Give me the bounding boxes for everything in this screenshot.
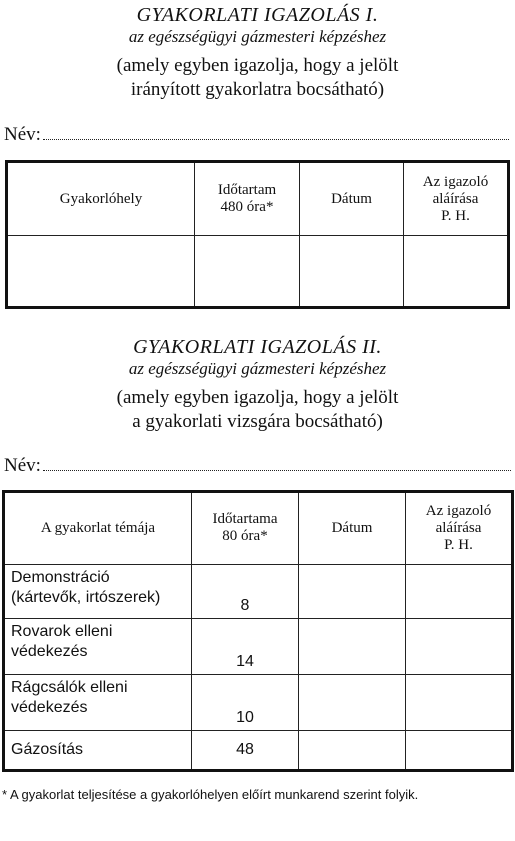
row-hours: 10	[192, 674, 299, 730]
section-2-subtitle: az egészségügyi gázmesteri képzéshez	[128, 359, 387, 378]
section-1-note-line-1: (amely egyben igazolja, hogy a jelölt	[116, 55, 399, 76]
row-date-cell[interactable]	[299, 730, 406, 770]
entry-signature-cell[interactable]	[404, 236, 509, 308]
row-signature-cell[interactable]	[406, 674, 513, 730]
row-hours: 8	[192, 564, 299, 619]
section-2-name-field[interactable]	[4, 455, 511, 477]
table-row[interactable]	[4, 564, 513, 619]
header-date: Dátum	[300, 162, 404, 236]
row-topic: Rovarok elleni védekezés	[4, 619, 192, 675]
header-duration: Időtartam 480 óra*	[195, 162, 300, 236]
row-hours: 48	[192, 730, 299, 770]
section-2-note-line-2: a gyakorlati vizsgára bocsátható)	[132, 411, 383, 432]
section-1-table	[5, 160, 510, 309]
header-signature: Az igazoló aláírása P. H.	[406, 492, 513, 565]
section-1-subtitle: az egészségügyi gázmesteri képzéshez	[128, 27, 387, 46]
section-2-title: GYAKORLATI IGAZOLÁS II.	[133, 336, 382, 358]
section-1-note-line-2: irányított gyakorlatra bocsátható)	[130, 79, 385, 100]
row-date-cell[interactable]	[299, 564, 406, 619]
header-place: Gyakorlóhely	[7, 162, 195, 236]
header-duration: Időtartama 80 óra*	[192, 492, 299, 565]
section-2-note-line-1: (amely egyben igazolja, hogy a jelölt	[116, 387, 399, 408]
section-2-table	[2, 490, 514, 772]
row-signature-cell[interactable]	[406, 730, 513, 770]
section-2-heading	[0, 336, 515, 434]
footnote: * A gyakorlat teljesítése a gyakorlóhelyen előírt munkarend szerint folyik.	[2, 787, 419, 802]
header-topic: A gyakorlat témája	[4, 492, 192, 565]
section-1-name-field[interactable]	[4, 124, 509, 146]
row-hours: 14	[192, 619, 299, 675]
row-date-cell[interactable]	[299, 619, 406, 675]
section-1-entry-row[interactable]	[7, 236, 509, 308]
section-1-heading	[0, 4, 515, 102]
header-date: Dátum	[299, 492, 406, 565]
entry-place-cell[interactable]	[7, 236, 195, 308]
row-signature-cell[interactable]	[406, 619, 513, 675]
section-1-header-row	[7, 162, 509, 236]
table-row[interactable]	[4, 619, 513, 675]
section-2-header-row	[4, 492, 513, 565]
section-2-name-label: Név:	[4, 455, 41, 476]
row-date-cell[interactable]	[299, 674, 406, 730]
section-1-name-label: Név:	[4, 124, 41, 145]
entry-date-cell[interactable]	[300, 236, 404, 308]
row-topic: Gázosítás	[4, 730, 192, 770]
row-topic: Demonstráció (kártevők, irtószerek)	[4, 564, 192, 619]
section-2-name-dotted-line[interactable]	[43, 455, 511, 471]
section-1-title: GYAKORLATI IGAZOLÁS I.	[136, 4, 379, 26]
section-1-name-dotted-line[interactable]	[43, 124, 509, 140]
row-topic: Rágcsálók elleni védekezés	[4, 674, 192, 730]
table-row[interactable]	[4, 674, 513, 730]
table-row[interactable]	[4, 730, 513, 770]
entry-duration-cell[interactable]	[195, 236, 300, 308]
row-signature-cell[interactable]	[406, 564, 513, 619]
header-signature: Az igazoló aláírása P. H.	[404, 162, 509, 236]
